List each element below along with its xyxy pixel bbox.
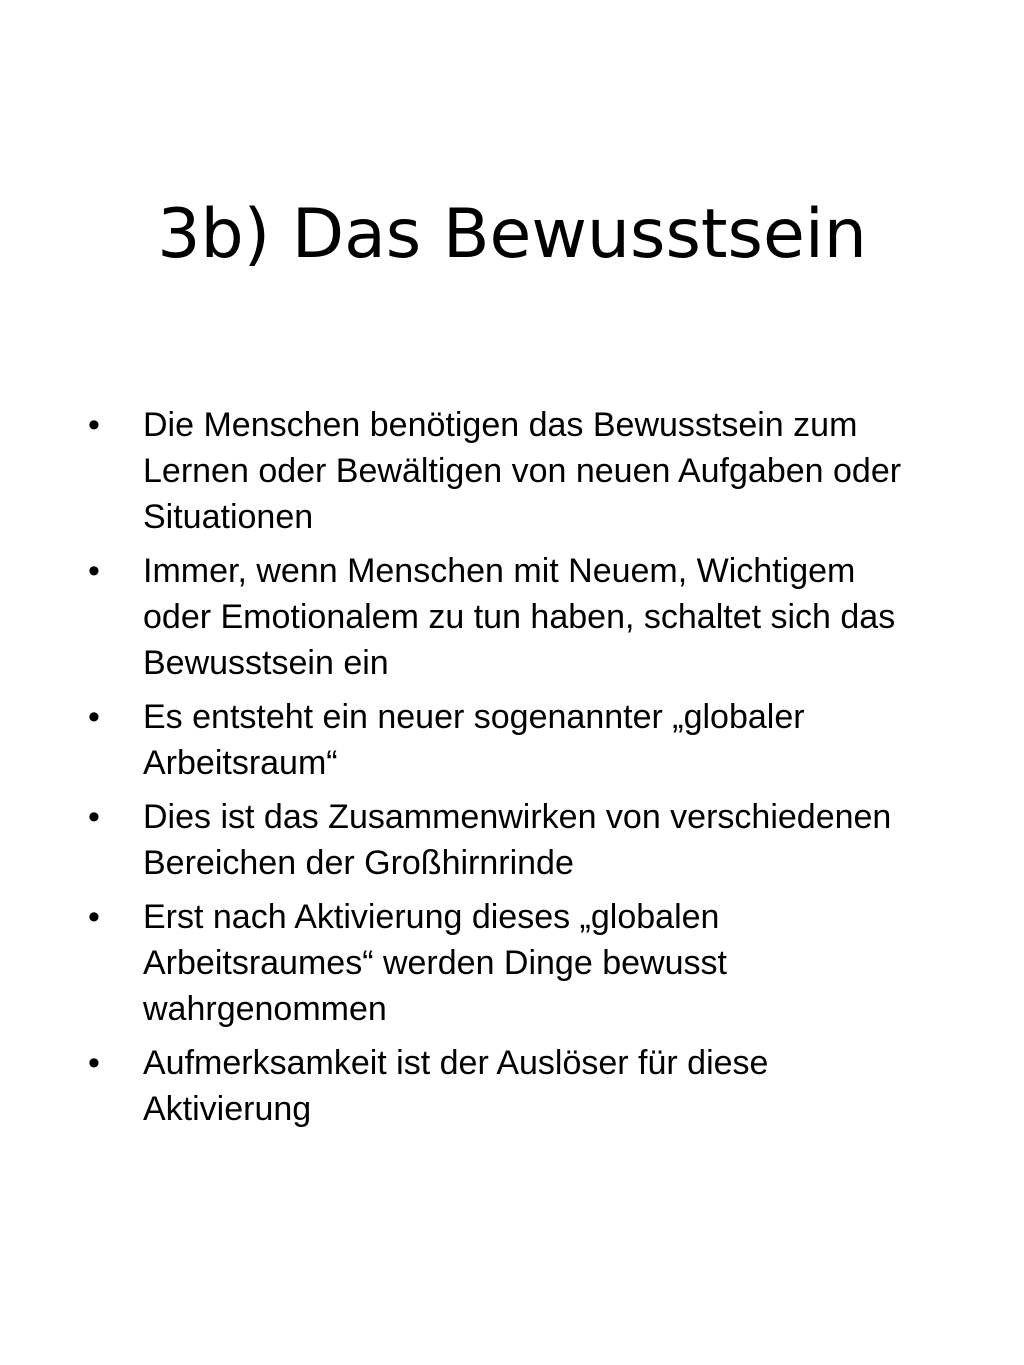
- slide-title: 3b) Das Bewusstsein: [157, 195, 867, 274]
- bullet-item: [88, 794, 918, 886]
- bullet-marker: •: [88, 1044, 100, 1082]
- bullet-list: [88, 402, 918, 1140]
- bullet-item: [88, 694, 918, 786]
- bullet-item: [88, 548, 918, 686]
- bullet-item: [88, 402, 918, 540]
- bullet-item: [88, 1040, 918, 1132]
- bullet-marker: •: [88, 552, 100, 590]
- bullet-marker: •: [88, 898, 100, 936]
- bullet-text: Immer, wenn Menschen mit Neuem, Wichtigem oder Emotionalem zu tun haben, schaltet sich das Bewusstsein ein: [143, 552, 896, 682]
- bullet-text: Die Menschen benötigen das Bewusstsein zum Lernen oder Bewältigen von neuen Aufgaben oder Situationen: [143, 406, 902, 536]
- bullet-marker: •: [88, 698, 100, 736]
- bullet-text: Es entsteht ein neuer sogenannter „globaler Arbeitsraum“: [143, 698, 805, 782]
- bullet-marker: •: [88, 406, 100, 444]
- bullet-item: [88, 894, 918, 1032]
- bullet-text: Dies ist das Zusammenwirken von verschiedenen Bereichen der Großhirnrinde: [143, 798, 892, 882]
- bullet-text: Erst nach Aktivierung dieses „globalen Arbeitsraumes“ werden Dinge bewusst wahrgenommen: [143, 898, 727, 1028]
- bullet-marker: •: [88, 798, 100, 836]
- bullet-text: Aufmerksamkeit ist der Auslöser für diese Aktivierung: [143, 1044, 769, 1128]
